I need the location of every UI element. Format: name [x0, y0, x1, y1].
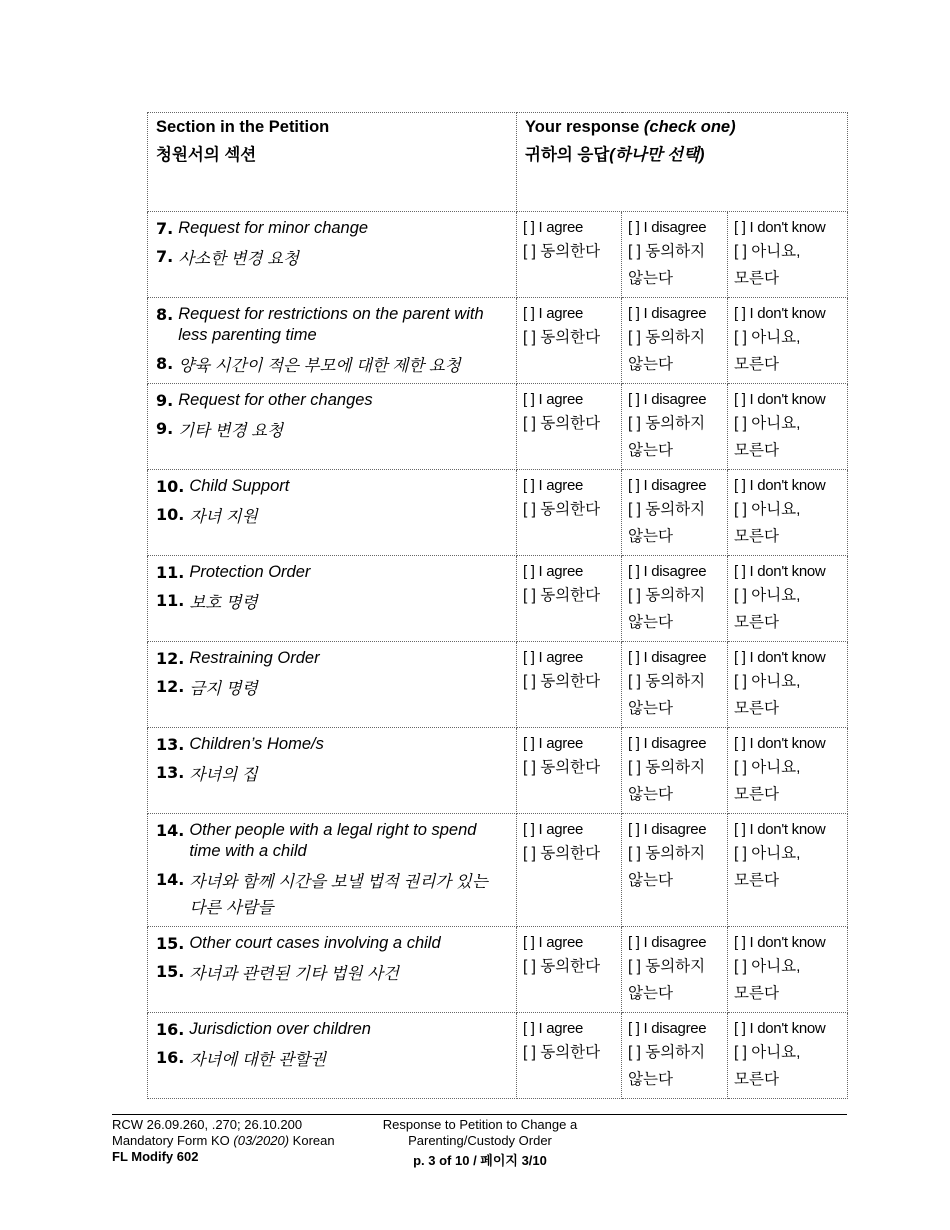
header-response-ko: 귀하의 응답(하나만 선택) — [525, 146, 705, 164]
dont-know-option[interactable] — [728, 470, 848, 556]
dont-know-checkbox-ko-line2: 모른다 — [734, 786, 779, 803]
dont-know-checkbox-en[interactable]: [ ] I don't know — [734, 477, 826, 494]
dont-know-checkbox-ko[interactable]: [ ] 아니요, — [734, 958, 801, 975]
dont-know-option[interactable] — [728, 728, 848, 814]
dont-know-checkbox-en[interactable]: [ ] I don't know — [734, 219, 826, 236]
agree-checkbox-en[interactable]: [ ] I agree — [523, 1020, 584, 1037]
section-item-ko — [156, 246, 508, 272]
header-section-cell — [148, 113, 517, 212]
section-item-ko — [156, 869, 508, 921]
disagree-checkbox-ko-line2: 않는다 — [628, 872, 673, 889]
agree-option[interactable] — [517, 298, 622, 384]
section-item-ko — [156, 353, 508, 379]
section-item-en — [156, 734, 508, 755]
section-cell — [148, 212, 517, 298]
disagree-checkbox-ko[interactable]: [ ] 동의하지 — [628, 587, 706, 604]
agree-checkbox-ko[interactable]: [ ] 동의한다 — [523, 243, 601, 260]
dont-know-checkbox-ko[interactable]: [ ] 아니요, — [734, 501, 801, 518]
section-title-en: Child Support — [189, 477, 290, 495]
dont-know-option[interactable] — [728, 556, 848, 642]
dont-know-checkbox-en[interactable]: [ ] I don't know — [734, 563, 826, 580]
agree-checkbox-ko[interactable]: [ ] 동의한다 — [523, 673, 601, 690]
disagree-checkbox-ko-line2: 않는다 — [628, 528, 673, 545]
footer-mandatory: Mandatory Form KO (03/2020) Korean — [112, 1133, 335, 1148]
section-item-ko — [156, 590, 508, 616]
disagree-checkbox-ko[interactable]: [ ] 동의하지 — [628, 243, 706, 260]
disagree-checkbox-ko[interactable]: [ ] 동의하지 — [628, 415, 706, 432]
section-cell — [148, 470, 517, 556]
dont-know-checkbox-ko[interactable]: [ ] 아니요, — [734, 1044, 801, 1061]
agree-option[interactable] — [517, 642, 622, 728]
section-number: 7. — [156, 219, 174, 238]
section-cell — [148, 642, 517, 728]
section-number: 10. — [156, 477, 185, 496]
section-cell — [148, 927, 517, 1013]
disagree-checkbox-en[interactable]: [ ] I disagree — [628, 305, 707, 322]
dont-know-checkbox-en[interactable]: [ ] I don't know — [734, 649, 826, 666]
section-number: 9. — [156, 391, 174, 410]
table-row — [148, 927, 848, 1013]
disagree-checkbox-en[interactable]: [ ] I disagree — [628, 649, 707, 666]
dont-know-checkbox-ko[interactable]: [ ] 아니요, — [734, 587, 801, 604]
dont-know-checkbox-en[interactable]: [ ] I don't know — [734, 305, 826, 322]
dont-know-checkbox-ko[interactable]: [ ] 아니요, — [734, 329, 801, 346]
table-row — [148, 212, 848, 298]
section-item-en — [156, 933, 508, 954]
disagree-checkbox-ko[interactable]: [ ] 동의하지 — [628, 845, 706, 862]
section-title-en: Restraining Order — [189, 649, 320, 667]
agree-checkbox-ko[interactable]: [ ] 동의한다 — [523, 415, 601, 432]
disagree-option[interactable] — [622, 298, 728, 384]
section-cell — [148, 298, 517, 384]
section-number: 14. — [156, 821, 185, 840]
dont-know-checkbox-ko[interactable]: [ ] 아니요, — [734, 845, 801, 862]
section-item-ko — [156, 762, 508, 788]
disagree-checkbox-ko-line2: 않는다 — [628, 1071, 673, 1088]
disagree-checkbox-en[interactable]: [ ] I disagree — [628, 563, 707, 580]
dont-know-option[interactable] — [728, 814, 848, 927]
section-item-ko — [156, 504, 508, 530]
table-row — [148, 728, 848, 814]
section-item-ko — [156, 1047, 508, 1073]
section-title-ko: 자녀와 함께 시간을 보낼 법적 권리가 있는 다른 사람들 — [189, 873, 488, 917]
disagree-option[interactable] — [622, 814, 728, 927]
disagree-checkbox-en[interactable]: [ ] I disagree — [628, 821, 707, 838]
dont-know-checkbox-ko-line2: 모른다 — [734, 270, 779, 287]
section-number: 13. — [156, 735, 185, 754]
dont-know-option[interactable] — [728, 384, 848, 470]
disagree-checkbox-ko-line2: 않는다 — [628, 700, 673, 717]
agree-checkbox-en[interactable]: [ ] I agree — [523, 219, 584, 236]
section-cell — [148, 1013, 517, 1099]
section-title-ko: 자녀 지원 — [189, 508, 258, 526]
disagree-checkbox-en[interactable]: [ ] I disagree — [628, 391, 707, 408]
section-number: 12. — [156, 677, 185, 696]
agree-option[interactable] — [517, 384, 622, 470]
dont-know-checkbox-ko[interactable]: [ ] 아니요, — [734, 673, 801, 690]
section-item-en — [156, 304, 508, 346]
section-number: 9. — [156, 419, 174, 438]
agree-checkbox-en[interactable]: [ ] I agree — [523, 735, 584, 752]
disagree-checkbox-ko[interactable]: [ ] 동의하지 — [628, 673, 706, 690]
disagree-option[interactable] — [622, 470, 728, 556]
section-cell — [148, 556, 517, 642]
dont-know-option[interactable] — [728, 1013, 848, 1099]
section-number: 16. — [156, 1048, 185, 1067]
disagree-checkbox-ko-line2: 않는다 — [628, 270, 673, 287]
agree-checkbox-ko[interactable]: [ ] 동의한다 — [523, 759, 601, 776]
dont-know-checkbox-en[interactable]: [ ] I don't know — [734, 821, 826, 838]
disagree-option[interactable] — [622, 728, 728, 814]
footer-left — [112, 1117, 335, 1165]
dont-know-checkbox-ko-line2: 모른다 — [734, 528, 779, 545]
dont-know-checkbox-ko-line2: 모른다 — [734, 614, 779, 631]
section-title-ko: 금지 명령 — [189, 680, 258, 698]
disagree-checkbox-ko[interactable]: [ ] 동의하지 — [628, 501, 706, 518]
dont-know-checkbox-en[interactable]: [ ] I don't know — [734, 735, 826, 752]
disagree-checkbox-ko[interactable]: [ ] 동의하지 — [628, 958, 706, 975]
section-cell — [148, 814, 517, 927]
table-row — [148, 642, 848, 728]
table-header-row — [148, 113, 848, 212]
agree-checkbox-en[interactable]: [ ] I agree — [523, 934, 584, 951]
disagree-checkbox-ko[interactable]: [ ] 동의하지 — [628, 759, 706, 776]
section-cell — [148, 384, 517, 470]
agree-option[interactable] — [517, 470, 622, 556]
section-title-en: Children’s Home/s — [189, 735, 324, 753]
dont-know-checkbox-ko-line2: 모른다 — [734, 442, 779, 459]
dont-know-checkbox-en[interactable]: [ ] I don't know — [734, 934, 826, 951]
agree-option[interactable] — [517, 728, 622, 814]
section-title-en: Protection Order — [189, 563, 311, 581]
footer-title-line2: Parenting/Custody Order — [408, 1133, 552, 1148]
footer-form-id: FL Modify 602 — [112, 1149, 199, 1164]
disagree-checkbox-ko[interactable]: [ ] 동의하지 — [628, 329, 706, 346]
disagree-option[interactable] — [622, 212, 728, 298]
footer-rcw: RCW 26.09.260, .270; 26.10.200 — [112, 1117, 303, 1132]
agree-option[interactable] — [517, 556, 622, 642]
dont-know-checkbox-ko-line2: 모른다 — [734, 872, 779, 889]
section-number: 11. — [156, 591, 185, 610]
section-item-en — [156, 390, 508, 411]
disagree-checkbox-ko-line2: 않는다 — [628, 442, 673, 459]
disagree-option[interactable] — [622, 556, 728, 642]
dont-know-checkbox-en[interactable]: [ ] I don't know — [734, 391, 826, 408]
agree-option[interactable] — [517, 1013, 622, 1099]
table-row — [148, 384, 848, 470]
header-section-en: Section in the Petition — [156, 118, 330, 136]
table-row — [148, 470, 848, 556]
disagree-checkbox-en[interactable]: [ ] I disagree — [628, 1020, 707, 1037]
agree-checkbox-en[interactable]: [ ] I agree — [523, 305, 584, 322]
petition-response-table — [147, 112, 848, 1099]
section-title-en: Request for minor change — [178, 219, 369, 237]
section-number: 12. — [156, 649, 185, 668]
section-number: 11. — [156, 563, 185, 582]
dont-know-checkbox-en[interactable]: [ ] I don't know — [734, 1020, 826, 1037]
header-section-ko: 청원서의 섹션 — [156, 146, 257, 164]
dont-know-option[interactable] — [728, 298, 848, 384]
section-number: 10. — [156, 505, 185, 524]
section-number: 16. — [156, 1020, 185, 1039]
section-title-ko: 기타 변경 요청 — [178, 422, 284, 440]
section-title-en: Other court cases involving a child — [189, 934, 441, 952]
disagree-checkbox-ko[interactable]: [ ] 동의하지 — [628, 1044, 706, 1061]
dont-know-checkbox-ko-line2: 모른다 — [734, 985, 779, 1002]
section-number: 15. — [156, 934, 185, 953]
footer-page-number: p. 3 of 10 / 페이지 3/10 — [413, 1153, 547, 1168]
section-item-ko — [156, 676, 508, 702]
table-row — [148, 556, 848, 642]
footer-center — [375, 1117, 585, 1169]
agree-checkbox-ko[interactable]: [ ] 동의한다 — [523, 958, 601, 975]
table-row — [148, 814, 848, 927]
agree-checkbox-ko[interactable]: [ ] 동의한다 — [523, 501, 601, 518]
section-cell — [148, 728, 517, 814]
section-title-ko: 자녀에 대한 관할권 — [189, 1051, 327, 1069]
disagree-checkbox-en[interactable]: [ ] I disagree — [628, 219, 707, 236]
section-title-en: Request for other changes — [178, 391, 373, 409]
dont-know-checkbox-ko[interactable]: [ ] 아니요, — [734, 759, 801, 776]
section-title-en: Request for restrictions on the parent with less parenting time — [178, 305, 484, 344]
section-title-ko: 자녀과 관련된 기타 법원 사건 — [189, 965, 399, 983]
disagree-checkbox-en[interactable]: [ ] I disagree — [628, 934, 707, 951]
dont-know-option[interactable] — [728, 927, 848, 1013]
section-item-en — [156, 1019, 508, 1040]
section-number: 7. — [156, 247, 174, 266]
dont-know-option[interactable] — [728, 212, 848, 298]
footer-title-line1: Response to Petition to Change a — [382, 1117, 578, 1132]
disagree-checkbox-en[interactable]: [ ] I disagree — [628, 477, 707, 494]
disagree-checkbox-en[interactable]: [ ] I disagree — [628, 735, 707, 752]
section-title-en: Other people with a legal right to spend time with a child — [189, 821, 477, 860]
section-title-en: Jurisdiction over children — [189, 1020, 371, 1038]
header-response-cell — [517, 113, 848, 212]
dont-know-checkbox-ko-line2: 모른다 — [734, 700, 779, 717]
section-item-ko — [156, 418, 508, 444]
section-title-ko: 사소한 변경 요청 — [178, 250, 299, 268]
dont-know-option[interactable] — [728, 642, 848, 728]
header-response-en: Your response (check one) — [525, 118, 736, 136]
agree-checkbox-en[interactable]: [ ] I agree — [523, 821, 584, 838]
section-title-ko: 양육 시간이 적은 부모에 대한 제한 요청 — [178, 357, 461, 375]
agree-checkbox-ko[interactable]: [ ] 동의한다 — [523, 1044, 601, 1061]
table-row — [148, 298, 848, 384]
agree-option[interactable] — [517, 927, 622, 1013]
section-number: 14. — [156, 870, 185, 889]
disagree-checkbox-ko-line2: 않는다 — [628, 356, 673, 373]
agree-checkbox-en[interactable]: [ ] I agree — [523, 649, 584, 666]
agree-checkbox-en[interactable]: [ ] I agree — [523, 477, 584, 494]
section-item-en — [156, 562, 508, 583]
dont-know-checkbox-ko[interactable]: [ ] 아니요, — [734, 243, 801, 260]
dont-know-checkbox-ko[interactable]: [ ] 아니요, — [734, 415, 801, 432]
agree-checkbox-ko[interactable]: [ ] 동의한다 — [523, 329, 601, 346]
disagree-option[interactable] — [622, 642, 728, 728]
dont-know-checkbox-ko-line2: 모른다 — [734, 356, 779, 373]
disagree-checkbox-ko-line2: 않는다 — [628, 786, 673, 803]
agree-checkbox-ko[interactable]: [ ] 동의한다 — [523, 587, 601, 604]
agree-checkbox-en[interactable]: [ ] I agree — [523, 391, 584, 408]
disagree-option[interactable] — [622, 1013, 728, 1099]
section-number: 15. — [156, 962, 185, 981]
disagree-checkbox-ko-line2: 않는다 — [628, 614, 673, 631]
agree-option[interactable] — [517, 814, 622, 927]
disagree-option[interactable] — [622, 927, 728, 1013]
agree-checkbox-ko[interactable]: [ ] 동의한다 — [523, 845, 601, 862]
dont-know-checkbox-ko-line2: 모른다 — [734, 1071, 779, 1088]
section-title-ko: 자녀의 집 — [189, 766, 258, 784]
section-item-en — [156, 820, 508, 862]
section-number: 8. — [156, 354, 174, 373]
table-row — [148, 1013, 848, 1099]
disagree-checkbox-ko-line2: 않는다 — [628, 985, 673, 1002]
section-item-en — [156, 476, 508, 497]
section-item-en — [156, 648, 508, 669]
agree-checkbox-en[interactable]: [ ] I agree — [523, 563, 584, 580]
agree-option[interactable] — [517, 212, 622, 298]
disagree-option[interactable] — [622, 384, 728, 470]
section-item-ko — [156, 961, 508, 987]
section-number: 13. — [156, 763, 185, 782]
section-number: 8. — [156, 305, 174, 324]
section-item-en — [156, 218, 508, 239]
page-footer — [112, 1114, 847, 1168]
section-title-ko: 보호 명령 — [189, 594, 258, 612]
